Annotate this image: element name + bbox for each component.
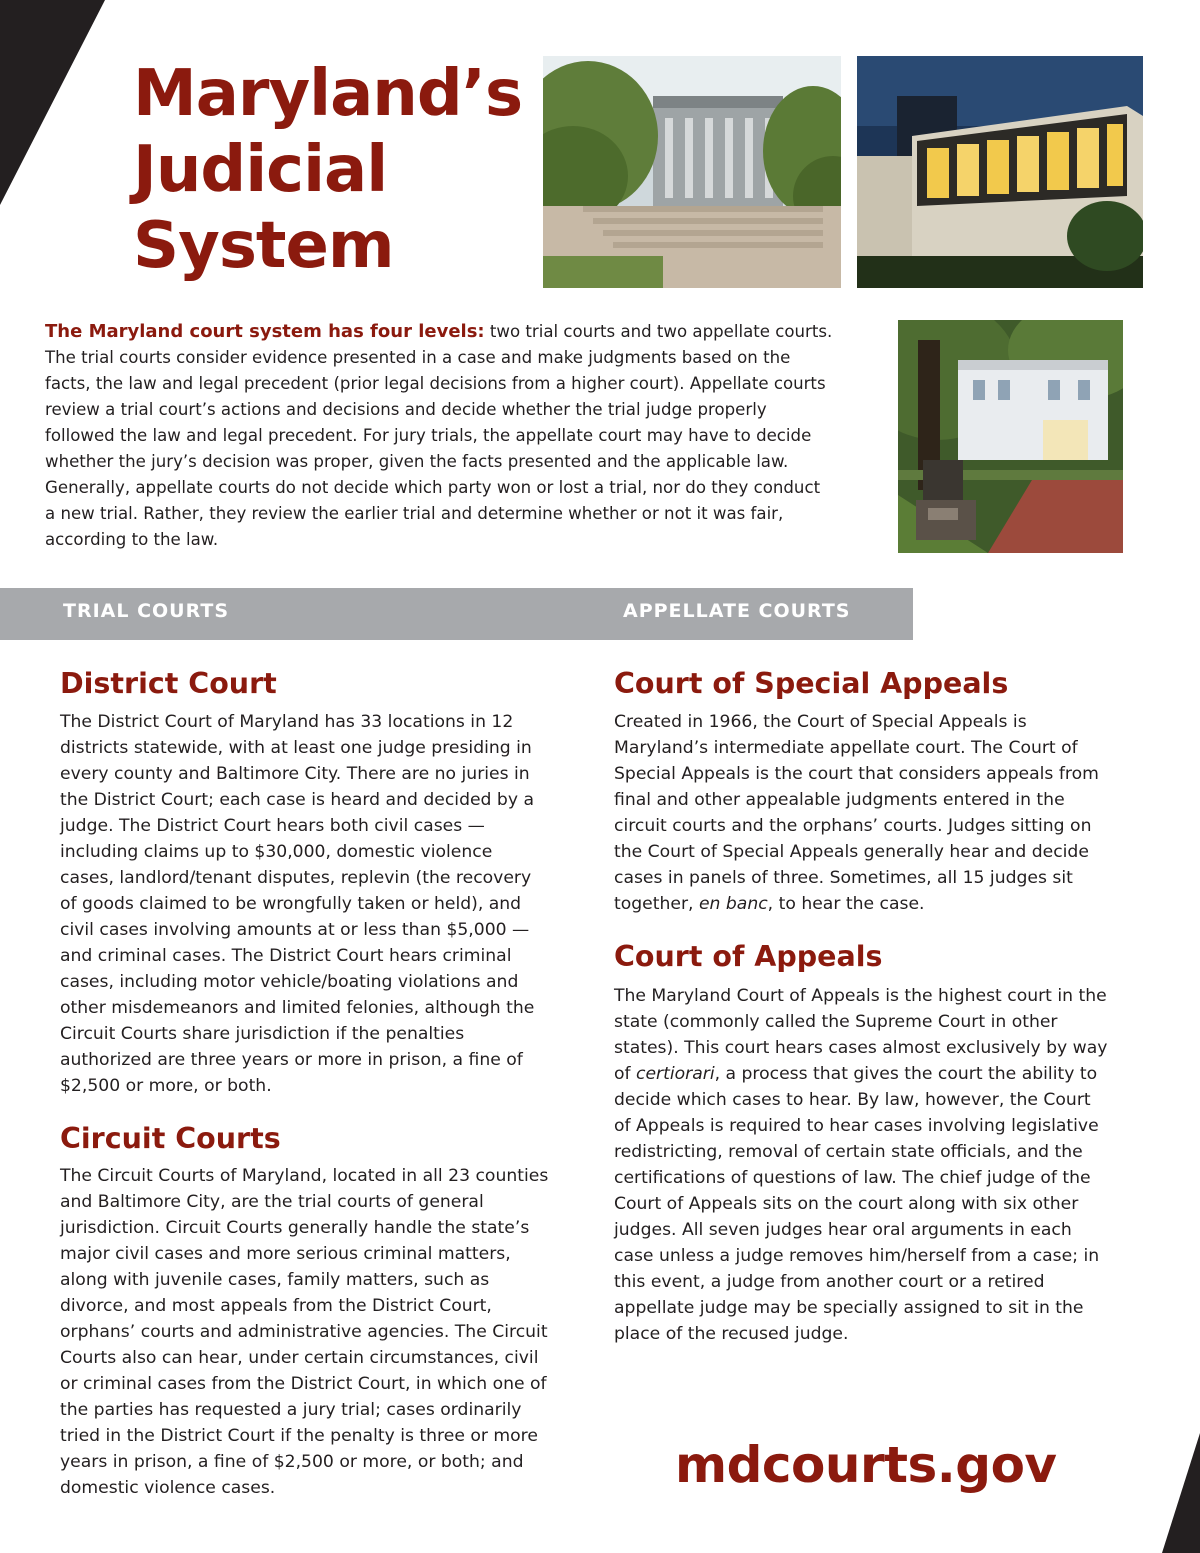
- intro-paragraph: [45, 319, 835, 553]
- circuit-courts-text: The Circuit Courts of Maryland, located in all 23 counties and Baltimore City, are the trial courts of general jurisdiction. Circuit Courts generally handle the state’s major civil cases and more serious criminal matters, along with juvenile cases, family matters, such as divorce, and most appeals from the District Court, orphans’ courts and administrative agencies. The Circuit Courts also can hear, under certain circumstances, civil or criminal cases from the District Court, in which one of the parties has requested a jury trial; cases ordinarily tried in the District Court if the penalty is three or more years in prison, a fine of $2,500 or more, or both; and domestic violence cases.: [60, 1166, 549, 1498]
- page-title: [133, 56, 522, 284]
- court-of-appeals-heading: Court of Appeals: [614, 940, 883, 973]
- special-appeals-heading: Court of Special Appeals: [614, 667, 1009, 700]
- corner-decoration-top-left: [0, 0, 105, 205]
- special-appeals-text-b: , to hear the case.: [767, 894, 925, 914]
- website-url[interactable]: mdcourts.gov: [675, 1436, 1057, 1494]
- circuit-courts-heading: Circuit Courts: [60, 1122, 281, 1155]
- intro-text: two trial courts and two appellate courts. The trial courts consider evidence presented in a case and make judgments based on the facts, the law and legal precedent (prior legal decisions from a higher court). Appellate courts review a trial court’s actions and decisions and decide whether the trial judge properly followed the law and legal precedent. For jury trials, the appellate court may have to decide whether the jury’s decision was proper, given the facts presented and the applicable law. Generally, appellate courts do not decide which party won or lost a trial, nor do they conduct a new trial. Rather, they review the earlier trial and determine whether or not it was fair, according to the law.: [45, 322, 833, 549]
- court-of-appeals-text: [614, 983, 1109, 1347]
- courthouse-night-photo: [857, 56, 1143, 288]
- courthouse-daytime-photo: [543, 56, 841, 288]
- title-line-2: Judicial: [133, 133, 388, 207]
- special-appeals-text: [614, 709, 1109, 917]
- district-court-text: The District Court of Maryland has 33 locations in 12 districts statewide, with at least one judge presiding in every county and Baltimore City. There are no juries in the District Court; each case is heard and decided by a judge. The District Court hears both civil cases — including claims up to $30,000, domestic violence cases, landlord/tenant disputes, replevin (the recovery of goods claimed to be wrongfully taken or held), and civil cases involving amounts at or less than $5,000 — and criminal cases. The District Court hears criminal cases, including motor vehicle/boating violations and other misdemeanors and limited felonies, although the Circuit Courts share jurisdiction if the penalties authorized are three years or more in prison, a fine of $2,500 or more, or both.: [60, 712, 535, 1096]
- appellate-courts-label: APPELLATE COURTS: [623, 600, 851, 622]
- en-banc-term: en banc: [698, 894, 768, 914]
- district-court-heading: District Court: [60, 667, 277, 700]
- title-line-1: Maryland’s: [133, 57, 523, 131]
- intro-lead: The Maryland court system has four levels:: [45, 321, 485, 342]
- trial-courts-label: TRIAL COURTS: [63, 600, 230, 622]
- court-of-appeals-text-b: , a process that gives the court the ability to decide which cases to hear. By law, however, the Court of Appeals is required to hear cases involving legislative redistricting, removal of certain state officials, and the certifications of questions of law. The chief judge of the Court of Appeals sits on the court along with six other judges. All seven judges hear oral arguments in each case unless a judge removes him/herself from a case; in this event, a judge from another court or a retired appellate judge may be specially assigned to sit in the place of the recused judge.: [614, 1064, 1100, 1344]
- certiorari-term: certiorari: [636, 1064, 715, 1084]
- special-appeals-text-a: Created in 1966, the Court of Special Appeals is Maryland’s intermediate appellate court. The Court of Special Appeals is the court that considers appeals from final and other appealable judgments entered in the circuit courts and the orphans’ courts. Judges sitting on the Court of Special Appeals generally hear and decide cases in panels of three. Sometimes, all 15 judges sit together,: [614, 712, 1099, 914]
- corner-decoration-bottom-right: [1162, 1433, 1200, 1553]
- title-line-3: System: [133, 209, 394, 283]
- historic-courthouse-photo: [898, 320, 1123, 553]
- court-of-appeals-text-a: The Maryland Court of Appeals is the highest court in the state (commonly called the Supreme Court in other states). This court hears cases almost exclusively by way of: [614, 986, 1108, 1084]
